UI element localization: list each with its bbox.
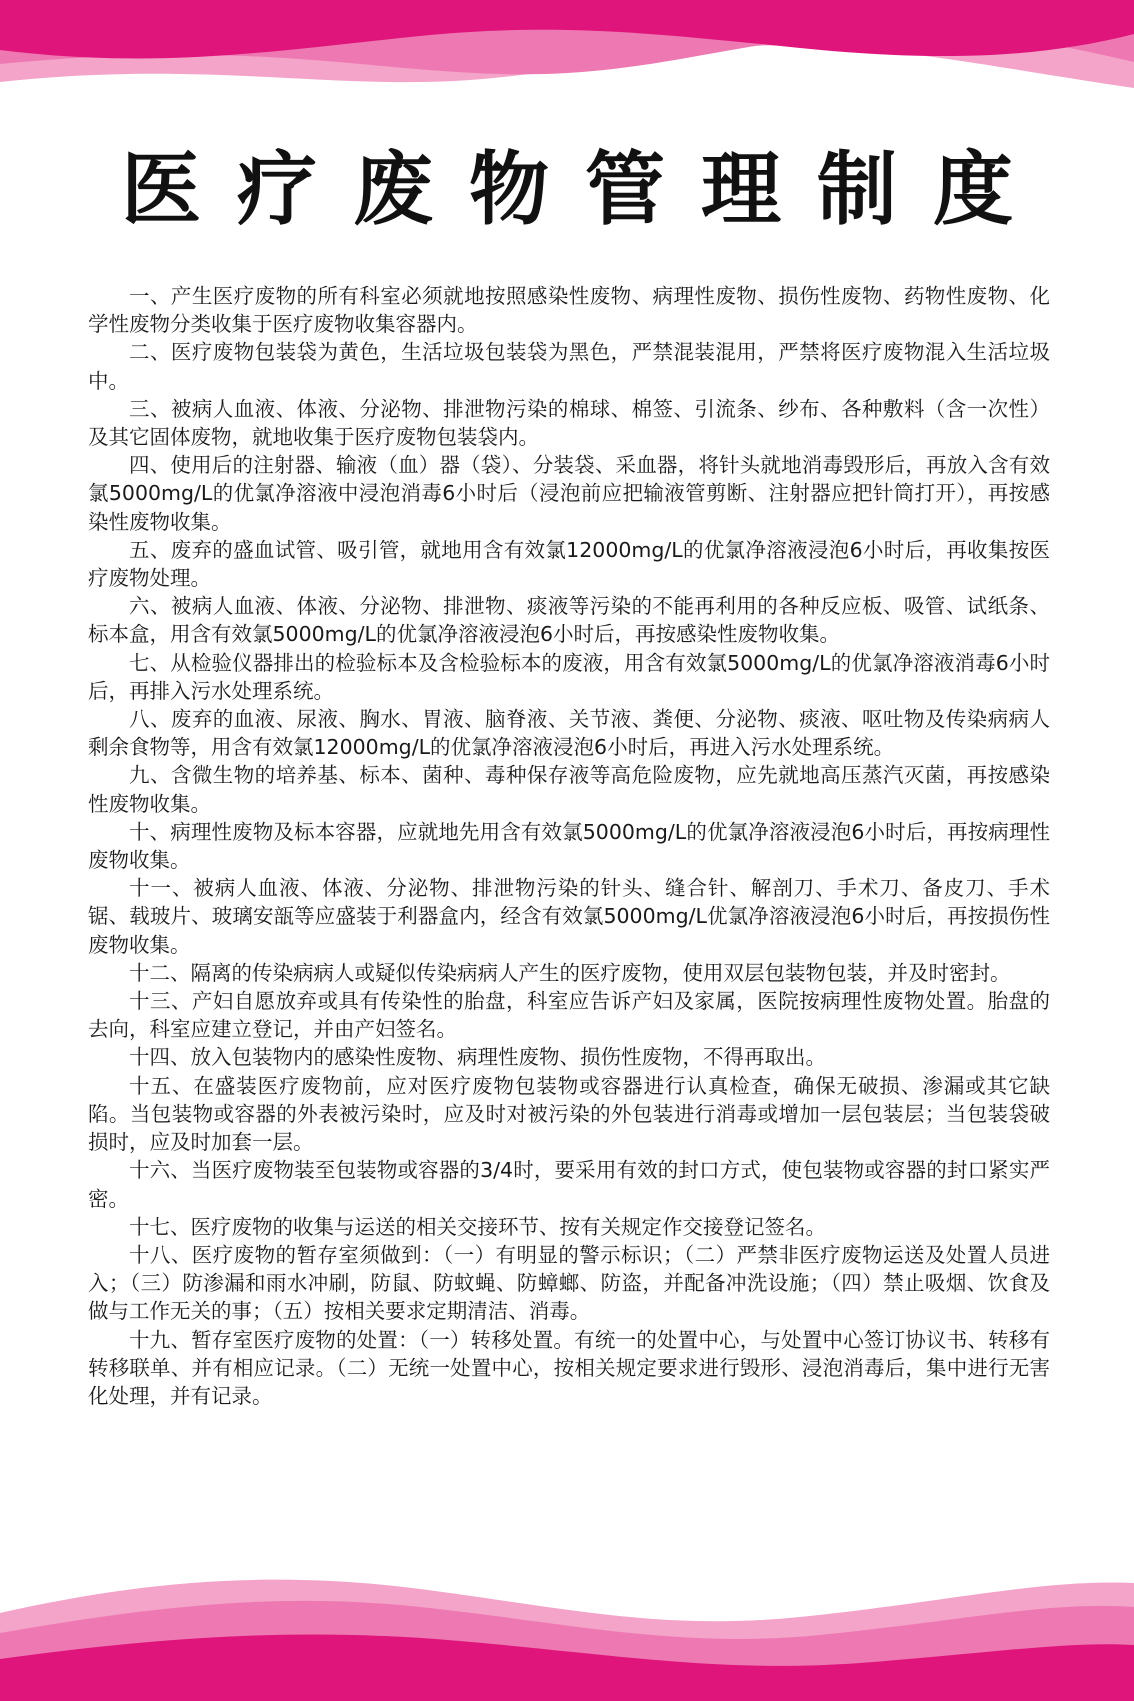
regulation-item-8: 八、废弃的血液、尿液、胸水、胃液、脑脊液、关节液、粪便、分泌物、痰液、呕吐物及传染病病人剩余食物等，用含有效氯12000mg/L的优氯净溶液浸泡6小时后，再进入污水处理系统。 bbox=[88, 707, 1050, 760]
regulation-item-10: 十、病理性废物及标本容器，应就地先用含有效氯5000mg/L的优氯净溶液浸泡6小时后，再按病理性废物收集。 bbox=[88, 819, 1050, 873]
regulation-item-13: 十三、产妇自愿放弃或具有传染性的胎盘，科室应告诉产妇及家属，医院按病理性废物处置。胎盘的去向，科室应建立登记，并由产妇签名。 bbox=[88, 989, 1050, 1042]
top-wave-decoration bbox=[0, 0, 1134, 120]
regulation-item-12: 十二、隔离的传染病病人或疑似传染病病人产生的医疗废物，使用双层包装物包装，并及时密封。 bbox=[129, 960, 1011, 985]
regulation-item-9: 九、含微生物的培养基、标本、菌种、毒种保存液等高危险废物，应先就地高压蒸汽灭菌，再按感染性废物收集。 bbox=[88, 763, 1050, 816]
regulation-item-18: 十八、医疗废物的暂存室须做到：（一）有明显的警示标识；（二）严禁非医疗废物运送及处置人员进入；（三）防渗漏和雨水冲刷，防鼠、防蚊蝇、防蟑螂、防盗，并配备冲洗设施；（四）禁止吸烟、饮食及做与工作无关的事；（五）按相关要求定期清洁、消毒。 bbox=[88, 1242, 1050, 1324]
regulation-item-5: 五、废弃的盛血试管、吸引管，就地用含有效氯12000mg/L的优氯净溶液浸泡6小时后，再收集按医疗废物处理。 bbox=[88, 537, 1050, 591]
regulation-item-15: 十五、在盛装医疗废物前，应对医疗废物包装物或容器进行认真检查，确保无破损、渗漏或其它缺陷。当包装物或容器的外表被污染时，应及时对被污染的外包装进行消毒或增加一层包装层；当包装袋破损时，应及时加套一层。 bbox=[88, 1073, 1050, 1155]
regulation-item-2: 二、医疗废物包装袋为黄色，生活垃圾包装袋为黑色，严禁混装混用，严禁将医疗废物混入生活垃圾中。 bbox=[88, 340, 1050, 393]
regulation-item-7: 七、从检验仪器排出的检验标本及含检验标本的废液，用含有效氯5000mg/L的优氯净溶液消毒6小时后，再排入污水处理系统。 bbox=[88, 650, 1050, 703]
regulation-item-6: 六、被病人血液、体液、分泌物、排泄物、痰液等污染的不能再利用的各种反应板、吸管、试纸条、标本盒，用含有效氯5000mg/L的优氯净溶液浸泡6小时后，再按感染性废物收集。 bbox=[88, 594, 1050, 647]
regulation-item-3: 三、被病人血液、体液、分泌物、排泄物污染的棉球、棉签、引流条、纱布、各种敷料（含一次性）及其它固体废物，就地收集于医疗废物包装袋内。 bbox=[88, 396, 1050, 450]
regulation-item-16: 十六、当医疗废物装至包装物或容器的3/4时，要采用有效的封口方式，使包装物或容器的封口紧实严密。 bbox=[88, 1158, 1050, 1211]
regulation-item-17: 十七、医疗废物的收集与运送的相关交接环节、按有关规定作交接登记签名。 bbox=[129, 1214, 826, 1239]
regulation-item-11: 十一、被病人血液、体液、分泌物、排泄物污染的针头、缝合针、解剖刀、手术刀、备皮刀、手术锯、载玻片、玻璃安瓿等应盛装于利器盒内，经含有效氯5000mg/L优氯净溶液浸泡6小时后，再按损伤性废物收集。 bbox=[88, 876, 1050, 957]
page-title: 医疗废物管理制度 bbox=[121, 143, 1049, 236]
regulation-item-19: 十九、暂存室医疗废物的处置：（一）转移处置。有统一的处置中心，与处置中心签订协议书、转移有转移联单、并有相应记录。（二）无统一处置中心，按相关规定要求进行毁形、浸泡消毒后，集中进行无害化处理，并有记录。 bbox=[88, 1327, 1050, 1408]
regulation-item-1: 一、产生医疗废物的所有科室必须就地按照感染性废物、病理性废物、损伤性废物、药物性废物、化学性废物分类收集于医疗废物收集容器内。 bbox=[88, 284, 1050, 337]
regulation-item-14: 十四、放入包装物内的感染性废物、病理性废物、损伤性废物，不得再取出。 bbox=[129, 1045, 826, 1070]
regulation-item-4: 四、使用后的注射器、输液（血）器（袋）、分装袋、采血器，将针头就地消毒毁形后，再放入含有效氯5000mg/L的优氯净溶液中浸泡消毒6小时后（浸泡前应把输液管剪断、注射器应把针筒打开），再按感染性废物收集。 bbox=[88, 453, 1050, 534]
bottom-wave-decoration bbox=[0, 1561, 1134, 1701]
regulation-body bbox=[88, 282, 1050, 1410]
